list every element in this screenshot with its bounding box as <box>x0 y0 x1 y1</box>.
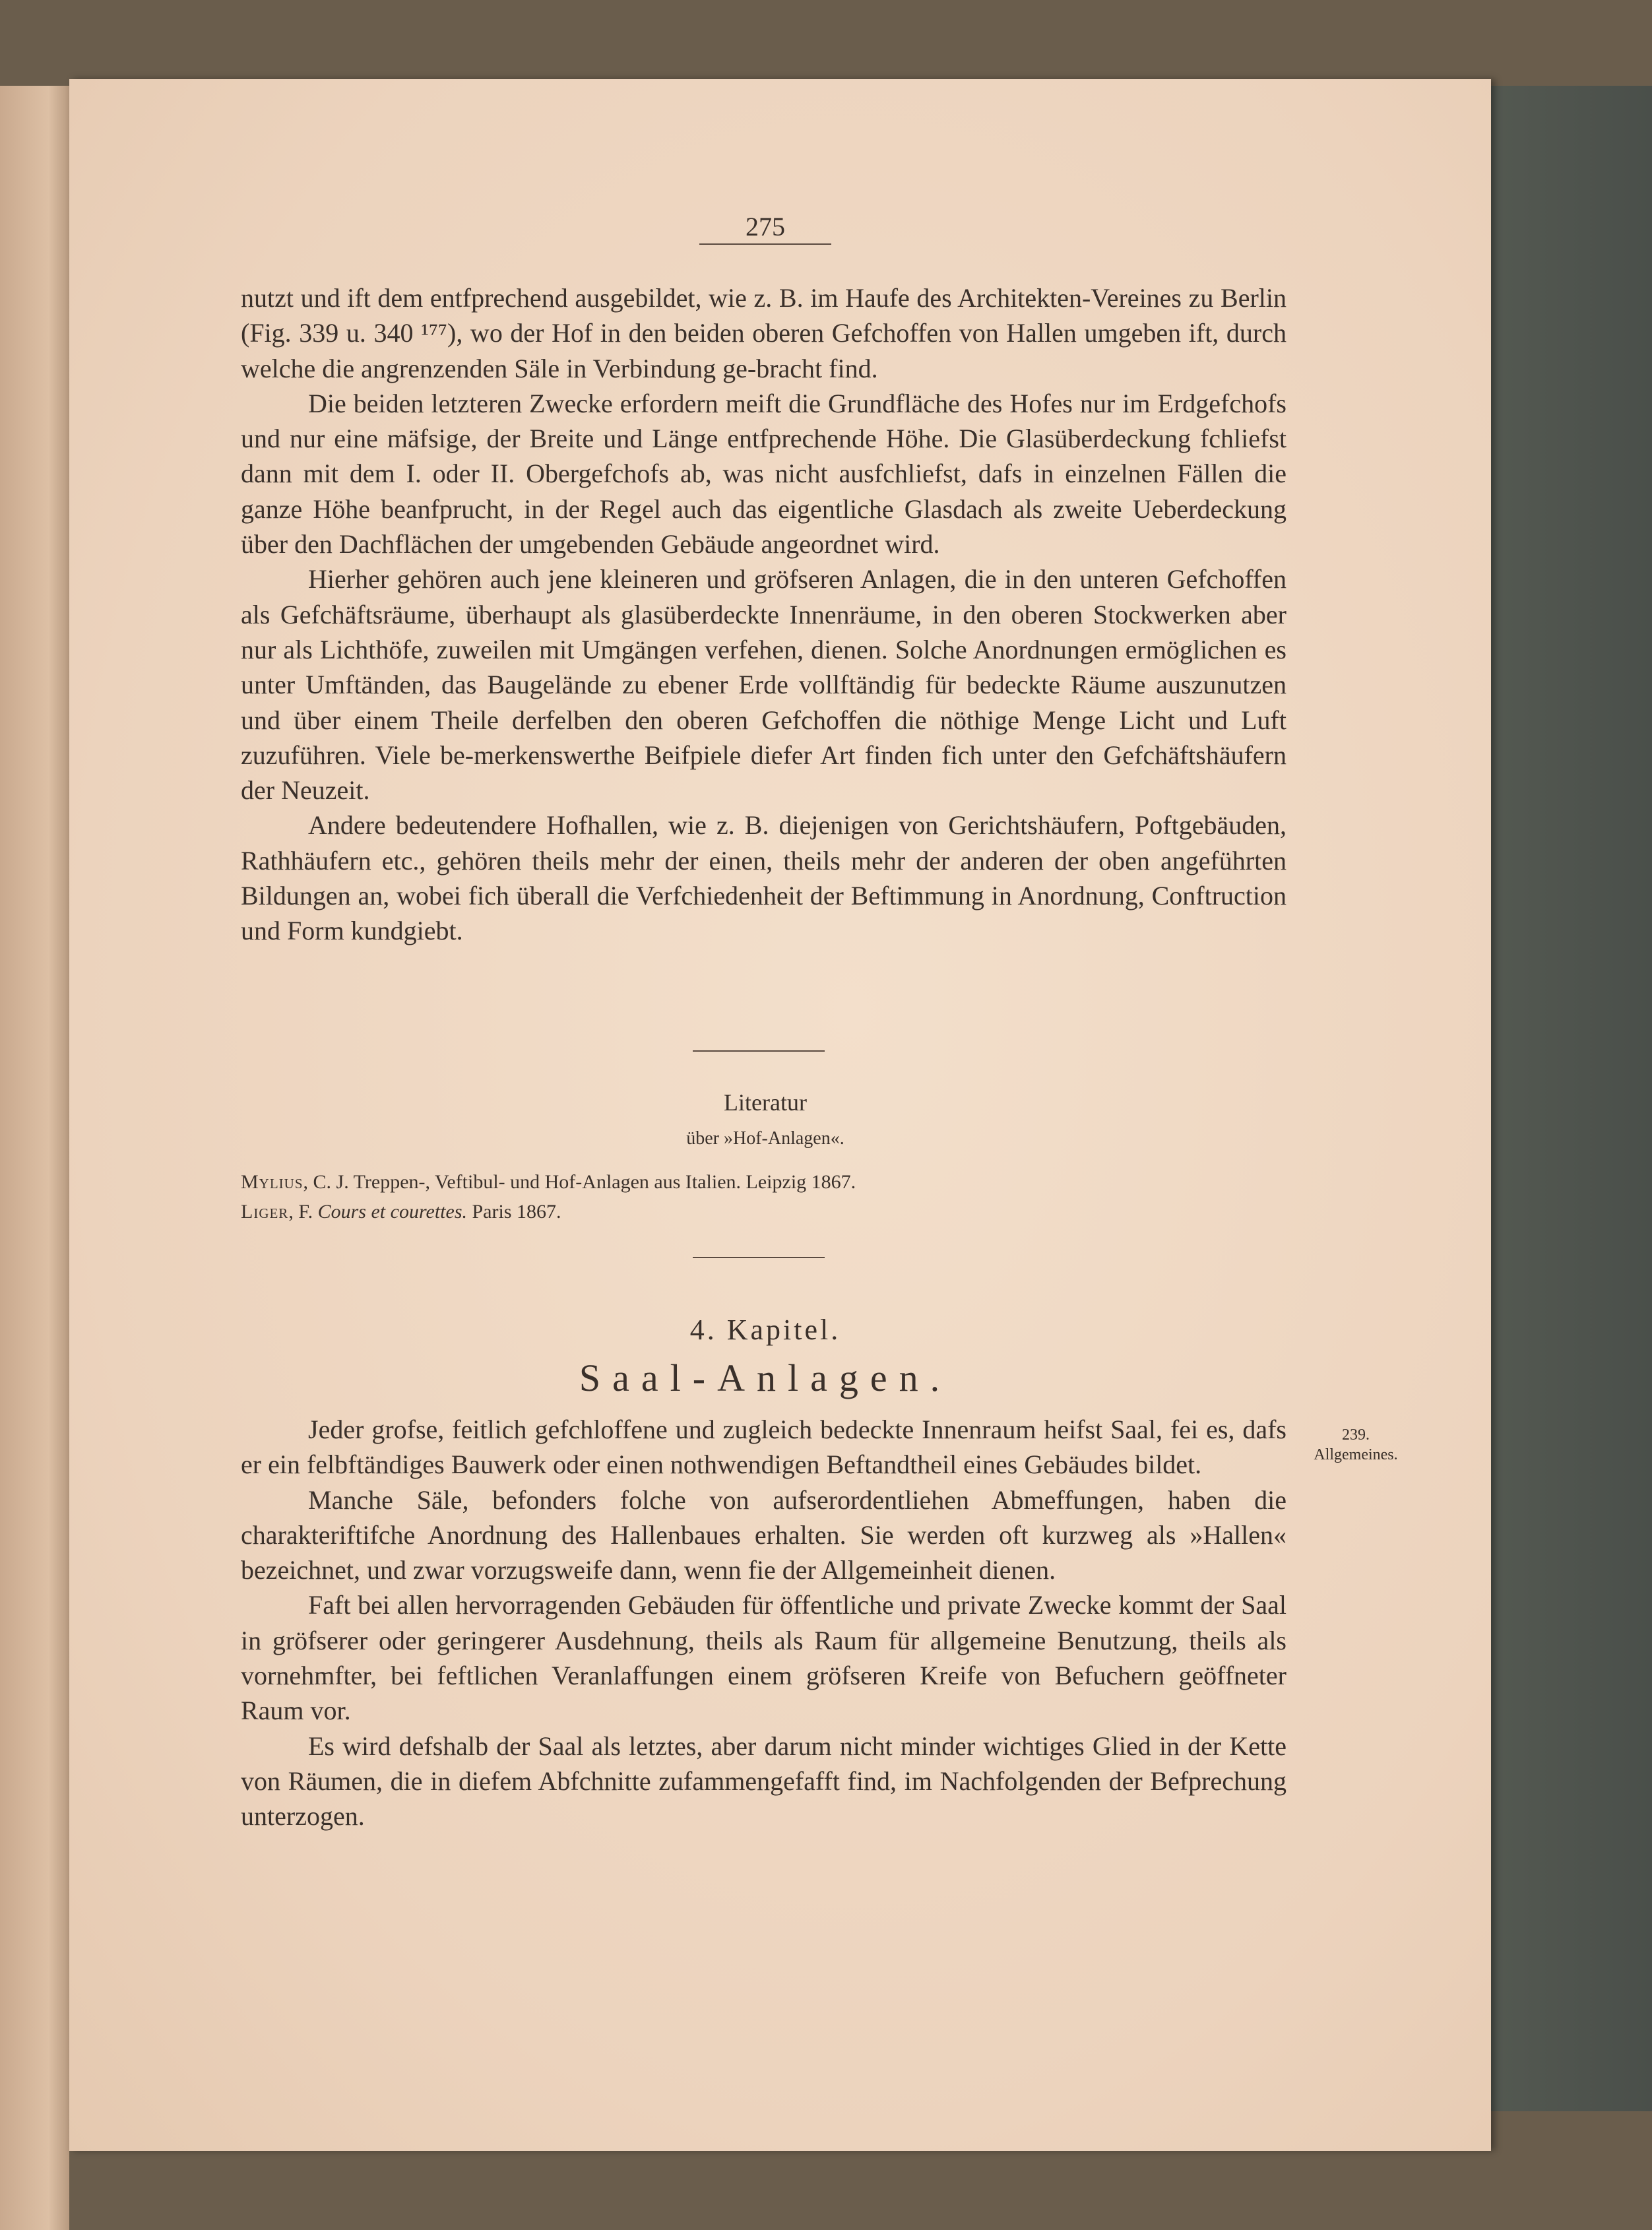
paragraph: Hierher gehören auch jene kleineren und gröfseren Anlagen, die in den unteren Gefchoffen als Gefchäftsräume, überhaupt als glasüberdeckte Innenräume, in den oberen Stockwerken aber nur als Lichthöfe, zuweilen mit Umgängen verfehen, dienen. Solche Anordnungen ermöglichen es unter Umftänden, das Baugelände zu ebener Erde vollftändig für bedeckte Räume auszunutzen und über einem Theile derfelben den oberen Gefchoffen die nöthige Menge Licht und Luft zuzuführen. Viele be-merkenswerthe Beifpiele diefer Art finden fich unter den Gefchäftshäufern der Neuzeit. <box>241 564 1287 806</box>
paragraph: Andere bedeutendere Hofhallen, wie z. B. diejenigen von Gerichtshäufern, Poftgebäuden, Rathhäufern etc., gehören theils mehr der einen, theils mehr der anderen der oben angeführten Bildungen an, wobei fich überall die Verfchiedenheit der Beftimmung in Anordnung, Conftruction und Form kundgiebt. <box>241 810 1287 946</box>
page-number: 275 <box>699 211 831 245</box>
literature-author: Liger <box>241 1201 289 1223</box>
literature-entry <box>241 1201 561 1223</box>
body-text-bottom <box>241 1412 1287 1834</box>
literature-entry-text: , C. J. Treppen-, Veftibul- und Hof-Anlagen aus Italien. Leipzig 1867. <box>303 1171 856 1193</box>
literature-title-italic: Cours et courettes. <box>317 1201 467 1223</box>
chapter-number: 4. Kapitel. <box>689 1314 841 1346</box>
literature-title: Literatur <box>724 1089 807 1116</box>
literature-entry-text: Paris 1867. <box>467 1201 561 1223</box>
chapter-title: Saal-Anlagen. <box>579 1356 952 1399</box>
page-number-rule <box>699 243 831 245</box>
margin-note-number: 239. <box>1342 1426 1370 1444</box>
literature-entry <box>241 1171 856 1194</box>
margin-note-label: Allgemeines. <box>1314 1446 1398 1463</box>
paragraph: Faft bei allen hervorragenden Gebäuden für öffentliche und private Zwecke kommt der Saal in gröfserer oder geringerer Ausdehnung, theils als Raum für allgemeine Benutzung, theils als vornehmfter, bei feftlichen Veranlaffungen einem gröfseren Kreife von Befuchern geöffneter Raum vor. <box>241 1590 1287 1726</box>
literature-author: Mylius <box>241 1171 303 1193</box>
literature-subtitle: über »Hof-Anlagen«. <box>686 1128 844 1149</box>
body-text-top <box>241 280 1287 949</box>
section-separator <box>693 1257 825 1258</box>
literature-entry-text: , F. <box>288 1201 318 1223</box>
paragraph: Die beiden letzteren Zwecke erfordern meift die Grundfläche des Hofes nur im Erdgefchofs und nur eine mäfsige, der Breite und Länge entfprechende Höhe. Die Glasüberdeckung fchliefst dann mit dem I. oder II. Obergefchofs ab, was nicht ausfchliefst, dafs in einzelnen Fällen die ganze Höhe beanfprucht, in der Regel auch das eigentliche Glasdach als zweite Ueberdeckung über den Dachflächen der umgebenden Gebäude angeordnet wird. <box>241 388 1287 559</box>
paragraph: nutzt und ift dem entfprechend ausgebildet, wie z. B. im Haufe des Architekten-Vereines zu Berlin (Fig. 339 u. 340 ¹⁷⁷), wo der Hof in den beiden oberen Gefchoffen von Hallen umgeben ift, durch welche die angrenzenden Säle in Verbindung ge-bracht find. <box>241 283 1287 383</box>
paragraph: Es wird defshalb der Saal als letztes, aber darum nicht minder wichtiges Glied in der Kette von Räumen, die in diefem Abfchnitte zufammengefafft find, im Nachfolgenden der Befprechung unterzogen. <box>241 1731 1287 1832</box>
section-separator <box>693 1050 825 1052</box>
previous-page-edge <box>0 86 69 2230</box>
margin-note <box>1303 1425 1409 1465</box>
paragraph: Jeder grofse, feitlich gefchloffene und zugleich bedeckte Innenraum heifst Saal, fei es, dafs er ein felbftändiges Bauwerk oder einen nothwendigen Beftandtheil eines Gebäudes bildet. <box>241 1415 1287 1480</box>
paragraph: Manche Säle, befonders folche von aufserordentliehen Abmeffungen, haben die charakteriftifche Anordnung des Hallenbaues erhalten. Sie werden oft kurzweg als »Hallen« bezeichnet, und zwar vorzugsweife dann, wenn fie der Allgemeinheit dienen. <box>241 1484 1287 1585</box>
